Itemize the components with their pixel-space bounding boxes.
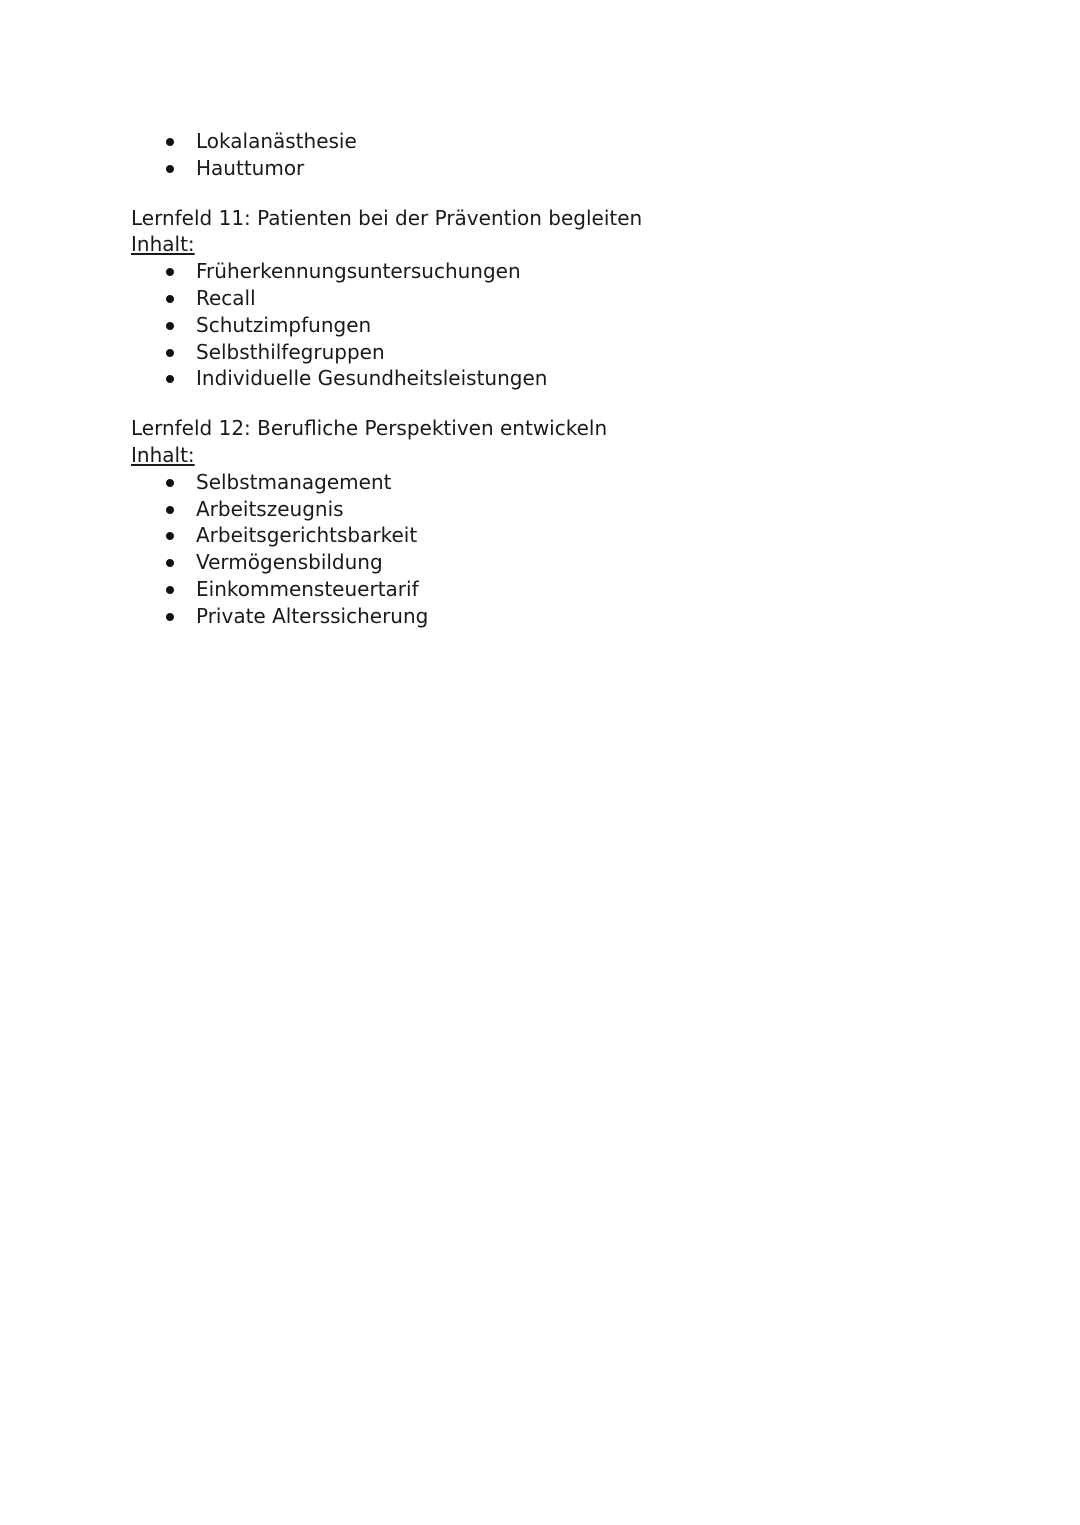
bullet-icon bbox=[166, 532, 174, 540]
list-item-label: Einkommensteuertarif bbox=[196, 576, 419, 601]
list-item-label: Private Alterssicherung bbox=[196, 603, 429, 628]
bullet-icon bbox=[166, 479, 174, 487]
section-title: Lernfeld 12: Berufliche Perspektiven entwickeln bbox=[131, 416, 608, 441]
list-item bbox=[131, 339, 931, 366]
bullet-icon bbox=[166, 559, 174, 567]
list-item bbox=[131, 365, 931, 392]
bullet-icon bbox=[166, 138, 174, 146]
bullet-icon bbox=[166, 322, 174, 330]
bullet-icon bbox=[166, 375, 174, 383]
list-item bbox=[131, 576, 931, 603]
list-item bbox=[131, 155, 931, 182]
list-item-label: Hauttumor bbox=[196, 155, 305, 180]
list-item bbox=[131, 549, 931, 576]
list-item bbox=[131, 312, 931, 339]
section-lernfeld-12 bbox=[131, 415, 931, 629]
list-item-label: Lokalanästhesie bbox=[196, 129, 357, 153]
list-item bbox=[131, 258, 931, 285]
list-item-label: Individuelle Gesundheitsleistungen bbox=[196, 366, 548, 391]
bullet-icon bbox=[166, 506, 174, 514]
list-item bbox=[131, 603, 931, 630]
bullet-icon bbox=[166, 268, 174, 276]
list-item-label: Arbeitszeugnis bbox=[196, 496, 344, 521]
list-item-label: Vermögensbildung bbox=[196, 550, 383, 575]
list-item bbox=[131, 469, 931, 496]
section-subtitle: Inhalt: bbox=[131, 442, 195, 467]
bullet-icon bbox=[166, 613, 174, 621]
bullet-icon bbox=[166, 586, 174, 594]
list-item-label: Früherkennungsuntersuchungen bbox=[196, 259, 521, 284]
list-item bbox=[131, 522, 931, 549]
list-item bbox=[131, 496, 931, 523]
list-item-label: Selbsthilfegruppen bbox=[196, 339, 385, 364]
list-item bbox=[131, 285, 931, 312]
list-item-label: Recall bbox=[196, 285, 256, 310]
document-content bbox=[131, 128, 931, 630]
intro-list bbox=[131, 128, 931, 182]
section-list bbox=[131, 258, 931, 392]
bullet-icon bbox=[166, 165, 174, 173]
section-list bbox=[131, 469, 931, 630]
section-subtitle: Inhalt: bbox=[131, 232, 195, 257]
section-lernfeld-11 bbox=[131, 205, 931, 393]
section-title: Lernfeld 11: Patienten bei der Prävention begleiten bbox=[131, 205, 643, 230]
list-item-label: Selbstmanagement bbox=[196, 469, 392, 494]
bullet-icon bbox=[166, 349, 174, 357]
list-item-label: Arbeitsgerichtsbarkeit bbox=[196, 523, 418, 548]
list-item bbox=[131, 128, 931, 155]
list-item-label: Schutzimpfungen bbox=[196, 312, 372, 337]
bullet-icon bbox=[166, 295, 174, 303]
